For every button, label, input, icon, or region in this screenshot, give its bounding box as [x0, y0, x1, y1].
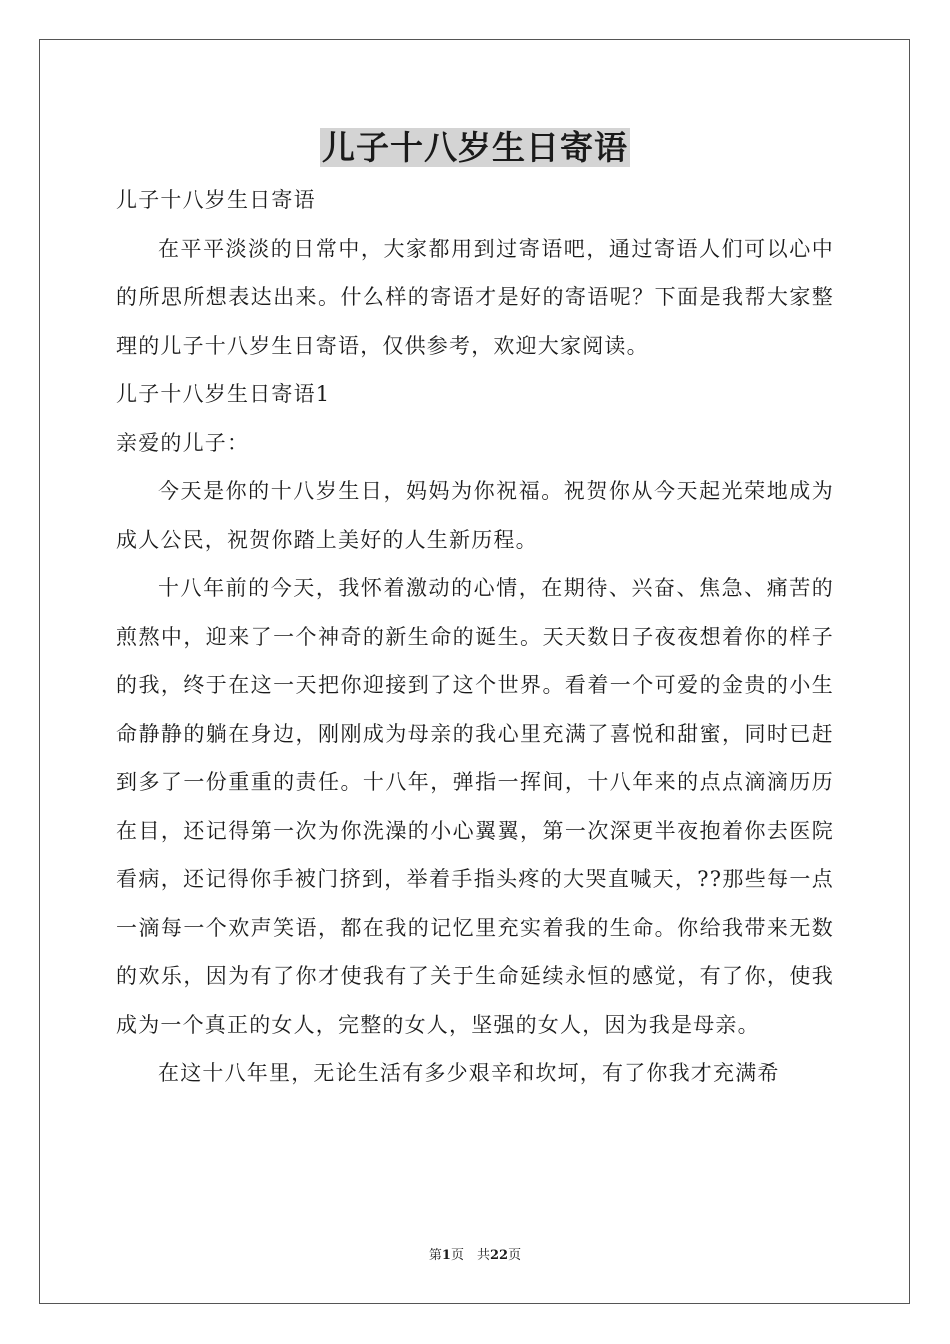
page-footer — [0, 1247, 950, 1265]
page-prefix: 第 — [428, 1248, 442, 1263]
paragraph: 在平平淡淡的日常中，大家都用到过寄语吧，通过寄语人们可以心中的所思所想表达出来。什么样的寄语才是好的寄语呢？下面是我帮大家整理的儿子十八岁生日寄语，仅供参考，欢迎大家阅读。 — [116, 236, 834, 358]
page-mid: 页 共 — [450, 1248, 490, 1263]
paragraph: 亲爱的儿子： — [116, 430, 250, 455]
document-title — [0, 126, 950, 170]
document-title-text: 儿子十八岁生日寄语 — [322, 128, 628, 167]
paragraph: 十八年前的今天，我怀着激动的心情，在期待、兴奋、焦急、痛苦的煎熬中，迎来了一个神奇的新生命的诞生。天天数日子夜夜想着你的样子的我，终于在这一天把你迎接到了这个世界。看着一个可爱的金贵的小生命静静的躺在身边，刚刚成为母亲的我心里充满了喜悦和甜蜜，同时已赶到多了一份重重的责任。十八年，弹指一挥间，十八年来的点点滴滴历历在目，还记得第一次为你洗澡的小心翼翼，第一次深更半夜抱着你去医院看病，还记得你手被门挤到，举着手指头疼的大哭直喊天，??那些每一点一滴每一个欢声笑语，都在我的记忆里充实着我的生命。你给我带来无数的欢乐，因为有了你才使我有了关于生命延续永恒的感觉，有了你，使我成为一个真正的女人，完整的女人，坚强的女人，因为我是母亲。 — [116, 576, 834, 1037]
document-body — [116, 176, 834, 1098]
page-suffix: 页 — [508, 1248, 522, 1263]
paragraph: 儿子十八岁生日寄语 — [116, 188, 316, 212]
paragraph: 在这十八年里，无论生活有多少艰辛和坎坷，有了你我才充满希 — [158, 1061, 780, 1085]
page-total: 22 — [489, 1248, 509, 1263]
page-current: 1 — [441, 1248, 451, 1263]
paragraph: 儿子十八岁生日寄语1 — [116, 382, 331, 406]
paragraph: 今天是你的十八岁生日，妈妈为你祝福。祝贺你从今天起光荣地成为成人公民，祝贺你踏上美好的人生新历程。 — [116, 479, 834, 552]
